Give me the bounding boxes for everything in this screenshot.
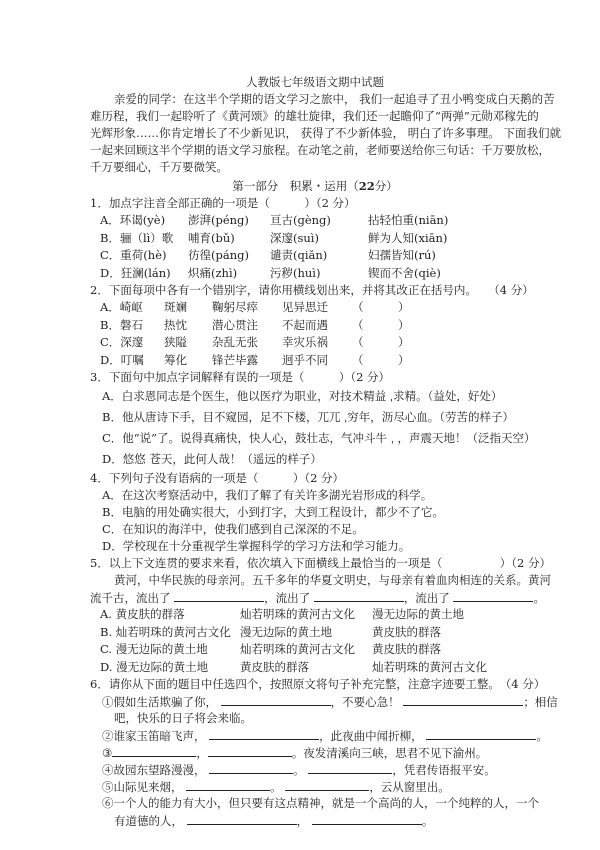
fill-blank[interactable]: [221, 693, 331, 706]
fill-blank[interactable]: [186, 778, 270, 791]
poem-item: [90, 812, 540, 829]
option-item: B. 灿若明珠的黄河古文化: [100, 624, 231, 639]
option-item: C．深邃: [100, 335, 144, 349]
question-stem: 5．以上下文连贯的要求来看，依次填入下面横线上最恰当的一项是（ ）（2 分）: [90, 556, 552, 570]
poem-text: ，: [296, 814, 309, 828]
option-item: 灿若明珠的黄河古文化: [240, 607, 355, 621]
option-row: [90, 247, 540, 265]
intro-paragraph: [90, 91, 561, 176]
fill-blank[interactable]: [314, 589, 404, 602]
passage-line: [90, 589, 545, 606]
option-item: C．在知识的海洋中，使我们感到自己深深的不足。: [102, 522, 364, 536]
option-item: 筹化: [164, 352, 187, 367]
exam-content: [90, 74, 561, 829]
passage-text: 流千古，流出了: [90, 591, 171, 605]
option-item: A．崎岖: [100, 300, 143, 314]
passage-text: ，流出了: [264, 591, 311, 605]
poem-item: [90, 693, 558, 710]
option-item: 哺育(bǔ): [188, 230, 235, 245]
poem-text: ⑥一个人的能力有大小，但只要有这点精神，就是一个高尚的人，一个纯粹的人，一个: [102, 796, 539, 810]
option-item: 亘古(gèng): [270, 213, 331, 227]
poem-text: 吧，快乐的日子将会来临。: [114, 711, 252, 725]
fill-blank[interactable]: [312, 812, 422, 825]
fill-blank[interactable]: [187, 812, 297, 825]
option-row: [90, 230, 540, 248]
option-item: 热忱: [164, 317, 187, 332]
section-label: 第一部分 积累・运用（: [232, 179, 359, 193]
poem-text: ①假如生活欺骗了你，: [102, 695, 217, 709]
option-row: [90, 317, 540, 335]
option-item: A. 黄皮肤的群落: [100, 607, 185, 621]
option-item: 炽痛(zhì): [188, 265, 238, 280]
answer-bracket[interactable]: （ ）: [352, 352, 410, 367]
section-end: 分）: [374, 179, 398, 193]
poem-item: [90, 744, 540, 761]
option-item: C．重荷(hè): [100, 248, 167, 262]
question-4: [90, 470, 540, 555]
answer-bracket[interactable]: （ ）: [352, 300, 410, 314]
fill-blank[interactable]: [209, 727, 319, 740]
fill-blank[interactable]: [285, 778, 369, 791]
intro-line: 一起来回顾这半个学期的语文学习旅程。在动笔之前，老师要送给你三句话：千万要放松，: [90, 143, 550, 157]
option-item: D．悠悠 苍天，此何人哉！（遥远的样子）: [102, 452, 322, 466]
poem-text: ⑤山际见来烟，: [102, 780, 183, 794]
option-row: [90, 641, 540, 659]
poem-text: ；相信: [523, 695, 558, 709]
option-item: B．他从唐诗下手，目不窥园，足不下楼，兀兀 ˌ穷年，沥尽心血。（劳苦的样子）: [102, 410, 515, 424]
question-stem: 1．加点字注音全部正确的一项是（ ）（2 分）: [90, 196, 356, 210]
poem-text: 。夜发清溪向三峡，思君不见下渝州。: [291, 746, 488, 760]
option-item: 漫无边际的黄土地: [240, 624, 332, 639]
intro-line: 千万要细心，千万要微笑。: [90, 160, 228, 174]
passage-text: 。: [533, 591, 545, 605]
fill-blank[interactable]: [208, 744, 292, 757]
option-row: [90, 606, 540, 624]
passage-line: 黄河，中华民族的母亲河。五千多年的华夏文明史，与母亲有着血肉相连的关系。黄河: [114, 573, 551, 587]
poem-text: ，: [196, 746, 208, 760]
option-item: 妇孺皆知(rú): [368, 248, 436, 262]
option-item: 深邃(suì): [270, 230, 319, 245]
fill-blank[interactable]: [308, 761, 392, 774]
poem-text: ③: [102, 746, 113, 760]
option-item: 锲而不舍(qiè): [368, 265, 441, 280]
option-item: 鞠躬尽瘁: [212, 300, 258, 314]
option-item: 灿若明珠的黄河古文化: [372, 659, 487, 674]
fill-blank[interactable]: [174, 589, 264, 602]
question-3: [90, 369, 540, 470]
poem-text: 。: [293, 763, 305, 777]
option-item: 污秽(huì): [270, 265, 321, 280]
poem-item: [90, 761, 540, 778]
option-item: A．环谒(yè): [100, 213, 166, 227]
option-item: 杂乱无张: [212, 335, 258, 349]
option-row: [90, 299, 540, 317]
poem-text: ，云从窗里出。: [369, 780, 450, 794]
poem-item: [90, 778, 540, 795]
option-item: B．磐石: [100, 317, 143, 332]
option-item: B．电脑的用处确实很大，小到打字，大到工程设计，都少不了它。: [102, 505, 444, 519]
poem-text: ，不要心急！: [330, 695, 400, 709]
option-row: [90, 352, 540, 370]
option-item: 潜心贯注: [212, 317, 258, 332]
question-stem: 6．请你从下面的题目中任选四个，按照原文将句子补充完整，注意字迹要工整。 （4 分）: [90, 677, 546, 691]
option-item: 锋芒毕露: [212, 352, 258, 367]
option-item: 不起而遇: [282, 317, 328, 332]
option-row: [90, 265, 540, 283]
section-score: 22: [358, 179, 375, 193]
question-5: [90, 555, 552, 676]
poem-text: ④故园东望路漫漫，: [102, 763, 206, 777]
option-item: 迥乎不同: [282, 352, 328, 367]
answer-bracket[interactable]: （ ）: [352, 335, 410, 349]
poem-text: ，凭君传语报平安。: [392, 763, 496, 777]
question-6: [90, 676, 558, 829]
option-item: 灿若明珠的黄河古文化: [240, 642, 355, 656]
option-item: 漫无边际的黄土地: [372, 607, 464, 621]
option-item: 谴责(qiǎn): [270, 248, 328, 262]
option-item: 幸灾乐祸: [282, 335, 328, 349]
option-item: C．他“说”了。说得真痛快，快人心，鼓壮志，气冲斗牛 ˌ ，声震天地！（泛指天空）: [102, 431, 536, 445]
option-item: 黄皮肤的群落: [372, 642, 441, 656]
answer-bracket[interactable]: （ ）: [352, 317, 410, 332]
question-2: [90, 282, 540, 369]
option-row: [90, 212, 540, 230]
option-item: C. 漫无边际的黄土地: [100, 642, 208, 656]
option-item: D．狂澜(lán): [100, 265, 171, 280]
option-row: [90, 624, 540, 642]
option-item: 彷徨(páng): [188, 248, 249, 262]
passage-text: ，流出了: [403, 591, 450, 605]
poem-text: 。: [421, 814, 434, 828]
option-item: B．骊（lì）歌: [100, 230, 174, 245]
poem-item: [90, 727, 548, 744]
option-item: 澎湃(péng): [188, 213, 249, 227]
poem-text: ，此夜曲中闻折柳，: [319, 729, 423, 743]
fill-blank[interactable]: [453, 589, 533, 602]
page-title: 人教版七年级语文期中试题: [246, 75, 384, 89]
fill-blank[interactable]: [426, 727, 536, 740]
question-stem: 3．下面句中加点字词解释有误的一项是（ ）（2 分）: [90, 370, 391, 384]
poem-text: 。: [270, 780, 282, 794]
option-item: 黄皮肤的群落: [240, 659, 309, 674]
option-item: A．白求恩同志是个医生，他以医疗为职业，对技术精益 ˌ求精。（益处，好处）: [102, 389, 503, 403]
option-item: 黄皮肤的群落: [372, 624, 441, 639]
option-item: 狭隘: [164, 335, 187, 349]
poem-text: 有道德的人，: [114, 814, 183, 828]
option-item: D．叮嘱: [100, 352, 144, 367]
intro-line: 亲爱的同学：在这半个学期的语文学习之旅中， 我们一起追寻了丑小鸭变成白天鹅的苦: [114, 92, 555, 106]
option-item: 见异思迁: [282, 300, 328, 314]
option-item: 拈轻怕重(niān): [368, 213, 449, 227]
fill-blank[interactable]: [403, 693, 523, 706]
question-stem: 4．下列句子没有语病的一项是（ ）（2 分）: [90, 471, 345, 485]
option-item: 斑斓: [164, 300, 187, 314]
intro-line: 难历程，我们一起聆听了《黄河颂》的雄壮旋律，我们还一起瞻仰了“两弹”元勋邓稼先的: [90, 109, 539, 123]
option-item: A．在这次考察活动中，我们了解了有关许多湖光岩形成的科学。: [102, 488, 433, 502]
section-heading: [90, 178, 540, 195]
option-item: 鲜为人知(xiān): [368, 230, 448, 245]
option-row: [90, 334, 540, 352]
fill-blank[interactable]: [209, 761, 293, 774]
option-row: [90, 659, 540, 677]
fill-blank[interactable]: [112, 744, 196, 757]
poem-text: ②谁家玉笛暗飞声，: [102, 729, 206, 743]
option-item: D. 漫无边际的黄土地: [100, 659, 209, 674]
poem-text: 。: [536, 729, 548, 743]
option-item: D．学校现在十分重视学生掌握科学的学习方法和学习能力。: [102, 539, 411, 553]
question-stem: 2．下面每项中各有一个错别字，请你用横线划出来，并将其改正在括号内。 （4 分）: [90, 283, 534, 297]
question-1: [90, 195, 540, 282]
intro-line: 光辉形象……你肯定增长了不少新见识， 获得了不少新体验， 明白了许多事理。 下面我们就: [90, 126, 561, 140]
